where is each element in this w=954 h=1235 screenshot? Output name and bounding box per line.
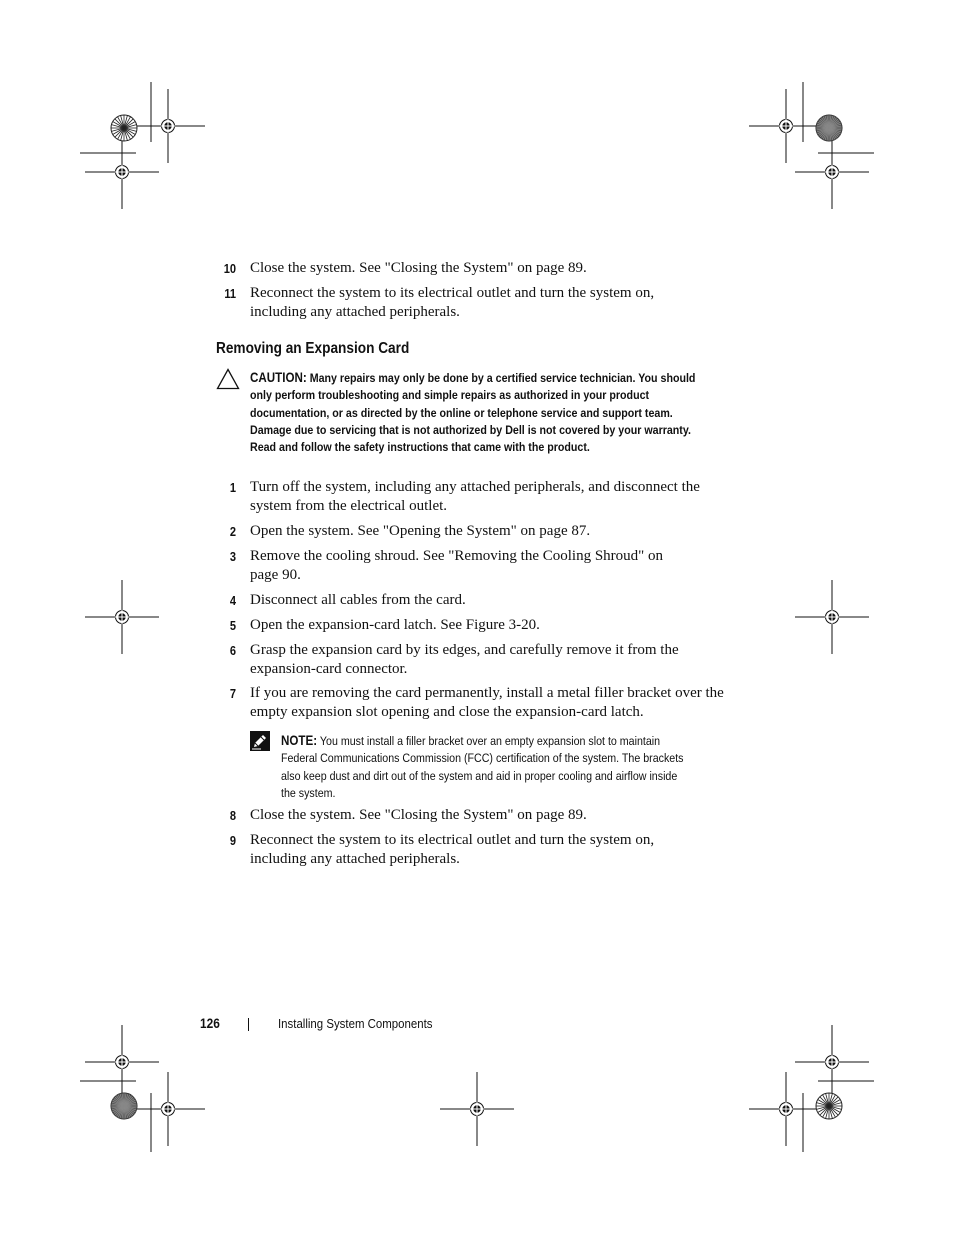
step-number: 4 — [229, 593, 236, 608]
step-number: 8 — [229, 808, 236, 823]
crosshair-mark — [749, 89, 823, 163]
caution-body — [250, 369, 708, 456]
starburst-mark — [816, 1093, 842, 1119]
step-text: Open the expansion-card latch. See Figure 3-20. — [250, 617, 540, 633]
step-text: Close the system. See "Closing the System" on page 89. — [250, 807, 587, 823]
note-text: You must install a filler bracket over an empty expansion slot to maintain Federal Communications Commission (FCC) certification of the system. The brackets also keep dust and dirt out of the system and aid in proper cooling and airflow inside the system. — [281, 734, 684, 800]
footer-divider — [248, 1018, 249, 1031]
page-number: 126 — [200, 1015, 220, 1031]
step-number: 7 — [229, 686, 236, 701]
starburst-mark — [816, 115, 842, 141]
crosshair-mark — [795, 135, 869, 209]
crosshair-mark — [131, 89, 205, 163]
crosshair-mark — [795, 580, 869, 654]
step-3 — [216, 547, 686, 585]
step-6 — [216, 641, 716, 679]
crosshair-mark — [85, 580, 159, 654]
step-text: If you are removing the card permanently, install a metal filler bracket over the empty expansion slot opening and close the expansion-card latch. — [250, 685, 724, 720]
caution-text: Many repairs may only be done by a certified service technician. You should only perform troubleshooting and simple repairs as authorized in your product documentation, or as directed by the online or telephone service and support team. Damage due to servicing that is not authorized by Dell is not covered by your warranty. Read and follow the safety instructions that came with the product. — [250, 371, 696, 455]
step-text: Turn off the system, including any attached peripherals, and disconnect the system from the electrical outlet. — [250, 479, 700, 514]
step-number: 1 — [229, 480, 236, 495]
step-number: 6 — [229, 643, 236, 658]
crosshair-mark — [131, 1072, 205, 1146]
step-text: Remove the cooling shroud. See "Removing the Cooling Shroud" on page 90. — [250, 548, 664, 583]
step-number: 9 — [229, 833, 236, 848]
step-number: 11 — [224, 286, 236, 301]
step-7 — [216, 684, 726, 722]
step-2 — [216, 522, 716, 541]
step-number: 2 — [229, 524, 236, 539]
footer-section-title: Installing System Components — [278, 1016, 433, 1031]
step-8 — [216, 806, 716, 825]
step-9 — [216, 831, 686, 869]
step-text: Disconnect all cables from the card. — [250, 592, 466, 608]
step-4 — [216, 591, 716, 610]
starburst-mark — [111, 1093, 137, 1119]
starburst-mark — [111, 115, 137, 141]
step-number: 5 — [229, 618, 236, 633]
crosshair-mark — [440, 1072, 514, 1146]
step-number: 10 — [223, 261, 236, 276]
step-text: Grasp the expansion card by its edges, and carefully remove it from the expansion-card connector. — [250, 642, 679, 677]
step-text: Reconnect the system to its electrical outlet and turn the system on, including any attached peripherals. — [250, 285, 655, 320]
step-11 — [216, 284, 686, 322]
step-text: Open the system. See "Opening the System" on page 87. — [250, 523, 591, 539]
note-body — [281, 732, 694, 802]
step-text: Close the system. See "Closing the System" on page 89. — [250, 260, 587, 276]
caution-label: CAUTION: — [250, 370, 307, 385]
step-text: Reconnect the system to its electrical outlet and turn the system on, including any attached peripherals. — [250, 832, 655, 867]
step-1 — [216, 478, 716, 516]
note-label: NOTE: — [281, 733, 318, 748]
section-heading: Removing an Expansion Card — [216, 340, 410, 357]
crosshair-mark — [795, 1025, 869, 1099]
crosshair-mark — [749, 1072, 823, 1146]
step-10 — [216, 259, 716, 278]
crosshair-mark — [85, 1025, 159, 1099]
crosshair-mark — [85, 135, 159, 209]
step-number: 3 — [229, 549, 236, 564]
caution-triangle-icon — [216, 368, 240, 390]
step-5 — [216, 616, 716, 635]
note-pencil-icon — [250, 731, 270, 751]
